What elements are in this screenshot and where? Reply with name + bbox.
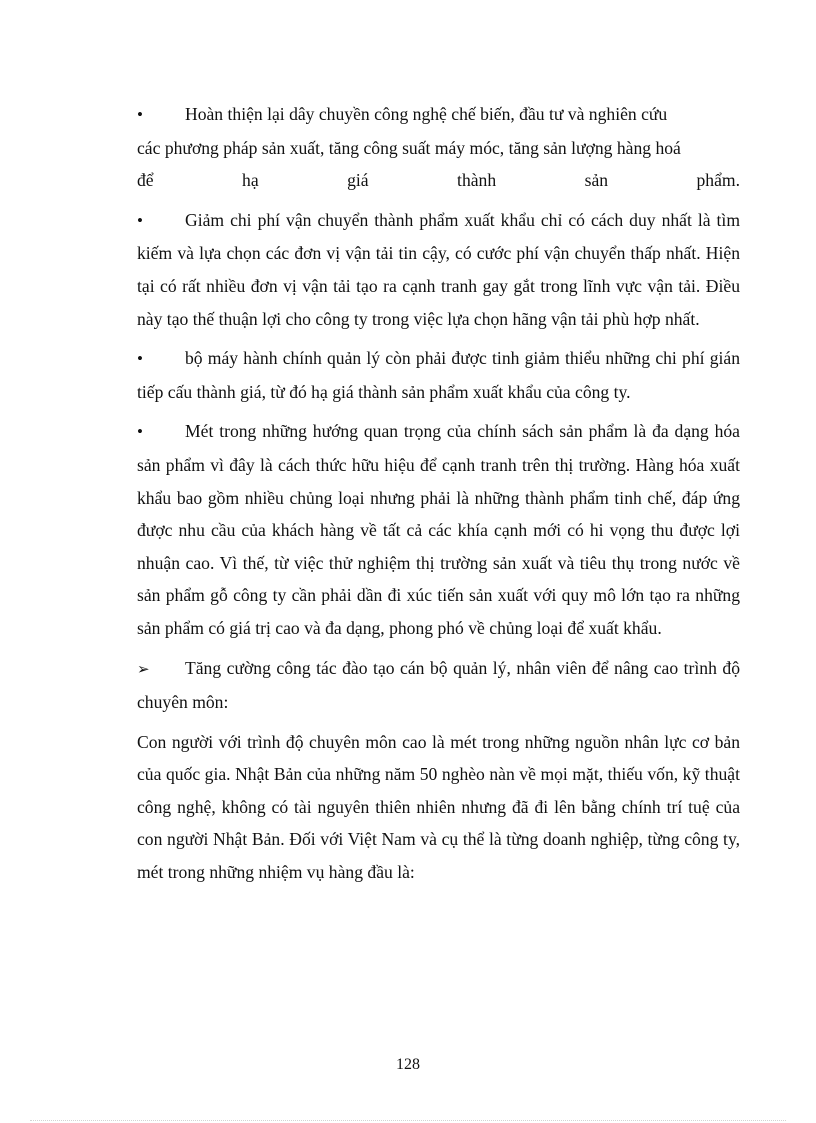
- paragraph-line: Hoàn thiện lại dây chuyền công nghệ chế biến, đầu tư và nghiên cứu: [185, 104, 668, 124]
- bullet-dot-icon: •: [137, 210, 143, 230]
- bullet-paragraph-diversification: [137, 415, 740, 644]
- paragraph-text: Con người với trình độ chuyên môn cao là mét trong những nguồn nhân lực cơ bản của quốc gia. Nhật Bản của những năm 50 nghèo nàn về mọi mặt, thiếu vốn, kỹ thuật công nghệ, không có tài nguyên thiên nhiên nhưng đã đi lên bằng chính trí tuệ của con người Nhật Bản. Đối với Việt Nam và cụ thể là từng doanh nghiệp, từng công ty, mét trong những nhiệm vụ hàng đầu là:: [137, 731, 740, 883]
- page-content: [137, 98, 740, 896]
- bullet-dot-icon: •: [137, 349, 143, 369]
- bullet-paragraph-transport: [137, 204, 740, 335]
- page-number: 128: [396, 1056, 420, 1073]
- page-bottom-divider: [30, 1120, 786, 1121]
- bullet-dot-icon: •: [137, 105, 143, 124]
- paragraph-text: Giảm chi phí vận chuyển thành phẩm xuất khẩu chỉ có cách duy nhất là tìm kiếm và lựa chọn các đơn vị vận tải tin cậy, có cước phí vận chuyển thấp nhất. Hiện tại có rất nhiều đơn vị vận tải tạo ra cạnh tranh gay gắt trong lĩnh vực vận tải. Điều này tạo thế thuận lợi cho công ty trong việc lựa chọn hãng vận tải phù hợp nhất.: [137, 209, 740, 329]
- arrow-bullet-icon: ➢: [137, 661, 150, 678]
- bullet-paragraph-administration: [137, 342, 740, 408]
- bullet-paragraph-production: [137, 98, 740, 197]
- paragraph-line-spread: để hạ giá thành sản phẩm.: [137, 170, 740, 191]
- arrow-heading-training: [137, 652, 740, 719]
- paragraph-line: các phương pháp sản xuất, tăng công suất máy móc, tăng sản lượng hàng hoá: [137, 137, 681, 158]
- paragraph-text: bộ máy hành chính quản lý còn phải được tinh giảm thiểu những chi phí gián tiếp cấu thành giá, từ đó hạ giá thành sản phẩm xuất khẩu của công ty.: [137, 348, 740, 402]
- body-paragraph-human-resources: [137, 726, 740, 889]
- bullet-dot-icon: •: [137, 422, 143, 442]
- paragraph-text: Mét trong những hướng quan trọng của chính sách sản phẩm là đa dạng hóa sản phẩm vì đây là cách thức hữu hiệu để cạnh tranh trên thị trường. Hàng hóa xuất khẩu bao gồm nhiều chủng loại nhưng phải là những thành phẩm tinh chế, đáp ứng được nhu cầu của khách hàng về tất cả các khía cạnh mới có hi vọng thu được lợi nhuận cao. Vì thế, từ việc thử nghiệm thị trường sản xuất và tiêu thụ trong nước về sản phẩm gỗ công ty cần phải dần đi xúc tiến sản xuất với quy mô lớn tạo ra những sản phẩm có giá trị cao và đa dạng, phong phó về chủng loại để xuất khẩu.: [137, 421, 740, 638]
- paragraph-text: Tăng cường công tác đào tạo cán bộ quản lý, nhân viên để nâng cao trình độ chuyên môn:: [137, 657, 740, 713]
